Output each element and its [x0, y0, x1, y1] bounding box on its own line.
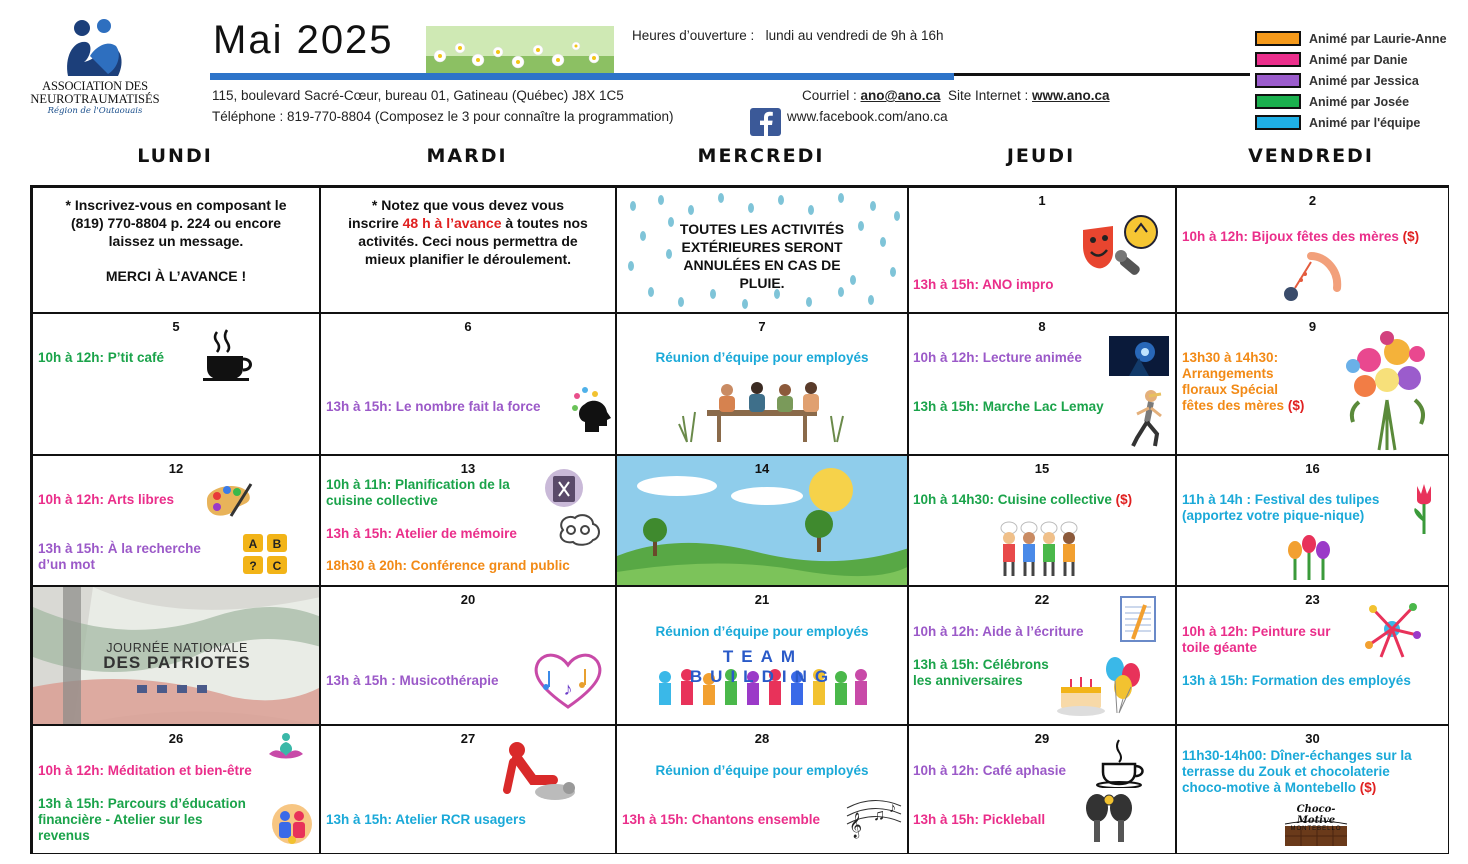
svg-text:C: C: [272, 559, 282, 573]
logo-people-icon: [60, 16, 130, 80]
event-text: terrasse du Zouk et chocolaterie: [1182, 764, 1390, 779]
note-line: * Inscrivez-vous en composant le: [65, 197, 287, 213]
email-label: Courriel :: [802, 88, 857, 103]
coffee-cup-icon: [201, 328, 255, 382]
calendar-grid: [30, 185, 1449, 854]
website-link[interactable]: www.ano.ca: [1032, 88, 1110, 103]
day-cell-13: [320, 455, 616, 586]
finance-people-icon: [271, 802, 313, 846]
legend-label: Animé par Laurie-Anne: [1309, 31, 1447, 46]
svg-text:♪: ♪: [889, 799, 896, 815]
day-number: 16: [1305, 461, 1320, 476]
day-number: 12: [168, 461, 184, 476]
event-text: 10h à 12h: Bijoux fêtes des mères: [1182, 229, 1399, 244]
event-text: cuisine collective: [326, 493, 438, 508]
note-line: EXTÉRIEURES SERONT: [681, 239, 843, 255]
legend-label: Animé par l'équipe: [1309, 115, 1421, 130]
day-cell-8: [908, 313, 1176, 455]
day-number: 29: [1034, 731, 1050, 746]
day-cell-29: [908, 725, 1176, 854]
svg-text:𝄞: 𝄞: [849, 812, 863, 837]
event-ano-impro: 13h à 15h: ANO impro: [913, 277, 1054, 292]
note-rain: [616, 187, 908, 313]
event-ptit-cafe: 10h à 12h: P’tit café: [38, 350, 165, 365]
event-chantons: 13h à 15h: Chantons ensemble: [622, 812, 821, 827]
price-tag: ($): [1287, 398, 1305, 413]
legend-label: Animé par Danie: [1309, 52, 1408, 67]
svg-text:A: A: [248, 537, 258, 551]
event-text: 13h30 à 14h30:: [1182, 350, 1279, 365]
event-text: 13h à 15h: Célébrons: [913, 657, 1049, 672]
logo-line-1: ASSOCIATION DES: [42, 79, 148, 93]
event-bijoux: [1182, 229, 1419, 245]
day-cell-28: [616, 725, 908, 854]
hours-label: Heures d’ouverture :: [632, 28, 755, 43]
note-line: laissez un message.: [108, 233, 244, 249]
day-header-tuesday: MARDI: [426, 145, 508, 167]
logo-line-3: Région de l'Outaouais: [47, 106, 143, 116]
day-number: 1: [1038, 193, 1046, 208]
flower-bouquet-icon: [1339, 330, 1435, 452]
opening-hours: [632, 28, 943, 43]
team-building-label: TEAM BUILDING: [689, 647, 837, 686]
legend-swatch-green: [1255, 94, 1301, 109]
pickleball-paddles-icon: [1083, 792, 1135, 848]
day-number: 13: [460, 461, 476, 476]
day-number: 5: [172, 319, 180, 334]
event-education-financiere: [38, 796, 246, 844]
note-text: à toutes nos: [501, 215, 588, 231]
tulips-bunch-icon: [1281, 534, 1337, 580]
event-memoire: 13h à 15h: Atelier de mémoire: [326, 526, 517, 541]
day-number: 6: [464, 319, 472, 334]
event-text: 13h à 15h: Parcours d’éducation: [38, 796, 246, 811]
event-text: fêtes des mères: [1182, 398, 1285, 413]
paint-palette-icon: [201, 480, 253, 518]
event-text: 10h à 12h: Peinture sur: [1182, 624, 1331, 639]
runner-icon: [1129, 388, 1169, 450]
event-reunion: Réunion d’équipe pour employés: [655, 763, 869, 778]
legend-item: [1255, 91, 1447, 112]
event-cuisine-collective: [913, 492, 1132, 508]
advance-note: [327, 196, 609, 268]
patriots-line-1: JOURNÉE NATIONALE: [106, 641, 248, 655]
day-cell-6: [320, 313, 616, 455]
logo-name: Choco-Motive: [1296, 804, 1336, 826]
event-pickleball: 13h à 15h: Pickleball: [913, 812, 1046, 827]
event-festival-tulipes: [1182, 492, 1379, 524]
legend-item: [1255, 28, 1447, 49]
day-number: 20: [460, 592, 476, 607]
event-text: 10h à 14h30: Cuisine collective: [913, 492, 1112, 507]
day-number: 30: [1305, 731, 1320, 746]
young-chefs-icon: [999, 520, 1085, 580]
event-peinture: [1182, 624, 1331, 656]
day-cell-2: [1176, 187, 1449, 313]
event-arts-libres: 10h à 12h: Arts libres: [38, 492, 175, 507]
registration-note: [39, 196, 313, 285]
note-text: inscrire: [348, 215, 403, 231]
svg-text:♪: ♪: [563, 679, 573, 699]
note-line: MERCI À L’AVANCE !: [105, 268, 247, 284]
event-anniversaires: [913, 657, 1049, 689]
event-atelier-rcr: 13h à 15h: Atelier RCR usagers: [326, 812, 526, 827]
logo-line-2: NEUROTRAUMATISÉS: [30, 92, 160, 106]
letter-tiles-icon: [243, 534, 289, 576]
day-cell-27: [320, 725, 616, 854]
head-ideas-icon: [571, 386, 613, 432]
day-cell-14: [616, 455, 908, 586]
day-header-monday: LUNDI: [137, 145, 213, 167]
tulip-icon: [1409, 482, 1439, 534]
day-number: 2: [1308, 193, 1317, 208]
svg-text:?: ?: [249, 559, 257, 573]
hours-value: lundi au vendredi de 9h à 16h: [765, 28, 944, 43]
price-tag: ($): [1115, 492, 1133, 507]
association-logo: [20, 16, 170, 131]
note-line: mieux planifier le déroulement.: [364, 251, 572, 267]
day-cell-15: [908, 455, 1176, 586]
header-divider-black: [954, 73, 1250, 76]
brain-icon: [553, 512, 603, 548]
day-cell-7: [616, 313, 908, 455]
event-text: (apportez votre pique-nique): [1182, 508, 1365, 523]
legend-swatch-purple: [1255, 73, 1301, 88]
event-text: d’un mot: [38, 557, 95, 572]
event-text: les anniversaires: [913, 673, 1023, 688]
day-header-wednesday: MERCREDI: [697, 145, 825, 167]
event-reunion: Réunion d’équipe pour employés: [655, 624, 869, 639]
event-text: toile géante: [1182, 640, 1258, 655]
day-number: 9: [1308, 319, 1317, 334]
note-advance: [320, 187, 616, 313]
meditation-lotus-icon: [267, 730, 305, 760]
event-marche: 13h à 15h: Marche Lac Lemay: [913, 399, 1104, 414]
day-number: 23: [1305, 592, 1320, 607]
header-divider-blue: [210, 73, 954, 80]
recipe-book-icon: [543, 468, 585, 508]
music-heart-icon: [529, 647, 607, 713]
address: 115, boulevard Sacré-Cœur, bureau 01, Gatineau (Québec) J8X 1C5: [212, 88, 624, 103]
day-cell-5: [32, 313, 320, 455]
logo-subtitle: MONTEBELLO: [1290, 826, 1342, 832]
event-meditation: 10h à 12h: Méditation et bien-être: [38, 763, 252, 778]
legend-label: Animé par Jessica: [1309, 73, 1419, 88]
price-tag: ($): [1359, 780, 1377, 795]
theater-masks-icon: [1079, 212, 1165, 286]
day-number: 8: [1038, 319, 1046, 334]
note-registration: [32, 187, 320, 313]
music-notes-icon: [843, 788, 905, 844]
day-cell-16: [1176, 455, 1449, 586]
event-nombre-force: 13h à 15h: Le nombre fait la force: [326, 399, 541, 414]
notepad-pencil-icon: [1119, 595, 1159, 643]
event-text: floraux Spécial: [1182, 382, 1279, 397]
day-cell-21: [616, 586, 908, 725]
event-aide-ecriture: 10h à 12h: Aide à l’écriture: [913, 624, 1084, 639]
event-cafe-aphasie: 10h à 12h: Café aphasie: [913, 763, 1067, 778]
event-musicotherapie: 13h à 15h : Musicothérapie: [326, 673, 499, 688]
patriots-line-2: DES PATRIOTES: [103, 653, 251, 672]
note-line: [327, 214, 609, 232]
phone: Téléphone : 819-770-8804 (Composez le 3 pour connaître la programmation): [212, 109, 674, 124]
day-number: 15: [1034, 461, 1050, 476]
day-number: 22: [1034, 592, 1050, 607]
event-text: 11h30-14h00: Dîner-échanges sur la: [1182, 748, 1412, 763]
day-header-friday: VENDREDI: [1248, 145, 1374, 167]
site-label: Site Internet :: [947, 88, 1029, 103]
legend-label: Animé par Josée: [1309, 94, 1410, 109]
day-number: 14: [754, 461, 770, 476]
day-header-thursday: JEUDI: [1006, 145, 1076, 167]
legend-swatch-pink: [1255, 52, 1301, 67]
facebook-icon: [750, 108, 781, 136]
jewelry-making-icon: [1281, 248, 1351, 304]
legend-item: [1255, 70, 1447, 91]
day-number: 26: [168, 731, 184, 746]
note-line: (819) 770-8804 p. 224 ou encore: [70, 215, 282, 231]
event-lecture: 10h à 12h: Lecture animée: [913, 350, 1082, 365]
birthday-cake-balloons-icon: [1057, 653, 1143, 719]
day-number: 7: [758, 319, 766, 334]
coffee-cup-icon: [1095, 736, 1151, 788]
day-number: 21: [754, 592, 770, 607]
day-cell-22: [908, 586, 1176, 725]
event-planification: [326, 477, 510, 509]
event-text: 13h à 15h: À la recherche: [38, 541, 201, 556]
day-number: 27: [460, 731, 476, 746]
day-cell-19: [32, 586, 320, 725]
note-highlight: 48 h à l’avance: [402, 215, 502, 231]
event-text: Arrangements: [1182, 366, 1274, 381]
page-title: Mai 2025: [213, 18, 394, 62]
day-cell-30: [1176, 725, 1449, 854]
cpr-training-icon: [497, 740, 577, 804]
event-text: 11h à 14h : Festival des tulipes: [1182, 492, 1380, 507]
email-link[interactable]: ano@ano.ca: [860, 88, 941, 103]
day-cell-1: [908, 187, 1176, 313]
note-line: activités. Ceci nous permettra de: [358, 233, 578, 249]
note-line: * Notez que vous devez vous: [371, 197, 565, 213]
contact-line: [802, 88, 1110, 103]
svg-text:B: B: [272, 537, 282, 551]
legend-item: [1255, 49, 1447, 70]
svg-text:♫: ♫: [873, 807, 885, 824]
note-line: PLUIE.: [739, 275, 785, 291]
event-text: 10h à 11h: Planification de la: [326, 477, 510, 492]
team-meeting-icon: [677, 376, 847, 446]
event-text: financière - Atelier sur les: [38, 812, 203, 827]
event-diner-echanges: [1182, 748, 1412, 796]
day-cell-20: [320, 586, 616, 725]
legend-item: [1255, 112, 1447, 133]
price-tag: ($): [1402, 229, 1420, 244]
day-cell-9: [1176, 313, 1449, 455]
paint-splash-icon: [1363, 601, 1421, 661]
event-formation: 13h à 15h: Formation des employés: [1182, 673, 1411, 688]
legend-swatch-blue: [1255, 115, 1301, 130]
legend-swatch-orange: [1255, 31, 1301, 46]
day-cell-23: [1176, 586, 1449, 725]
day-cell-12: [32, 455, 320, 586]
event-conference: 18h30 à 20h: Conférence grand public: [326, 558, 570, 573]
facebook-link[interactable]: www.facebook.com/ano.ca: [787, 109, 948, 124]
facilitator-legend: [1255, 28, 1447, 133]
day-cell-26: [32, 725, 320, 854]
note-line: TOUTES LES ACTIVITÉS: [679, 221, 845, 237]
event-arrangements: [1182, 350, 1304, 414]
event-recherche-mot: [38, 541, 201, 573]
note-line: ANNULÉES EN CAS DE: [683, 257, 841, 273]
choco-motive-logo: [1281, 804, 1351, 848]
event-text: revenus: [38, 828, 90, 843]
event-text: choco-motive à Montebello: [1182, 780, 1357, 795]
day-number: 28: [754, 731, 770, 746]
stage-reading-image: [1109, 336, 1169, 376]
rain-note: [623, 220, 901, 292]
event-reunion: Réunion d’équipe pour employés: [655, 350, 869, 365]
daisies-banner-image: [426, 26, 614, 74]
